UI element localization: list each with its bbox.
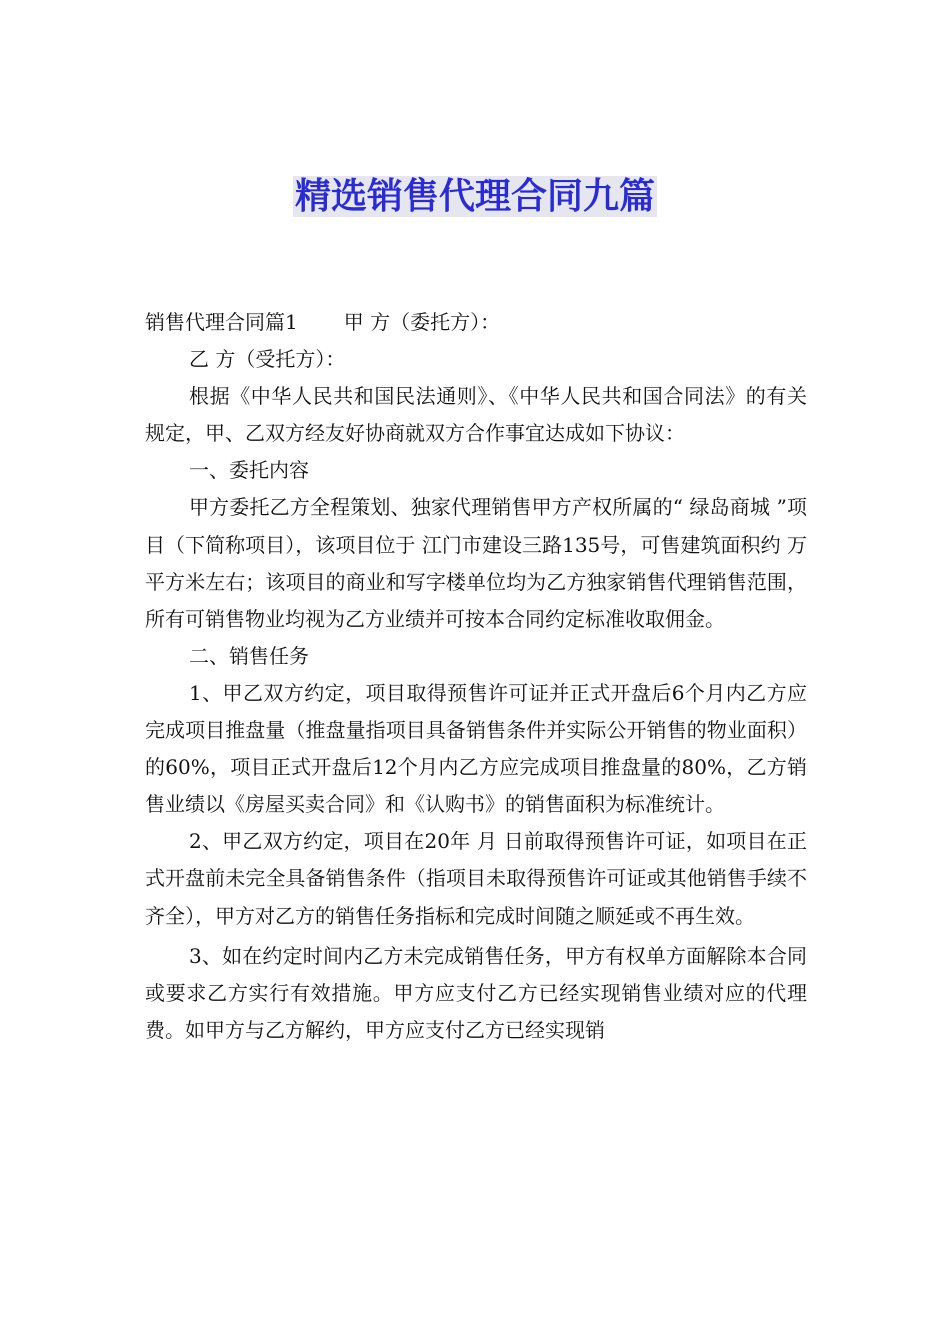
paragraph: 根据《中华人民共和国民法通则》、《中华人民共和国合同法》的有关规定，甲、乙双方经友好协商就双方合作事宜达成如下协议： (145, 384, 807, 446)
section-heading: 一、委托内容 (189, 458, 309, 483)
contract-heading: 销售代理合同篇1 (145, 310, 298, 334)
document-body (145, 304, 807, 1049)
first-line (145, 304, 807, 341)
section-heading: 二、销售任务 (189, 643, 309, 668)
document-title (0, 172, 950, 222)
document-title-text: 精选销售代理合同九篇 (294, 176, 655, 217)
paragraph: 2、甲乙双方约定，项目在20年 月 日前取得预售许可证，如项目在正式开盘前未完全具备销售条件（指项目未取得预售许可证或其他销售手续不齐全），甲方对乙方的销售任务指标和完成时间随之顺延或不再生效。 (145, 829, 807, 928)
party-b-line: 乙 方（受托方）： (189, 347, 346, 372)
paragraph: 3、如在约定时间内乙方未完成销售任务，甲方有权单方面解除本合同或要求乙方实行有效措施。甲方应支付乙方已经实现销售业绩对应的代理费。如甲方与乙方解约，甲方应支付乙方已经实现销 (145, 943, 807, 1042)
paragraph: 1、甲乙双方约定，项目取得预售许可证并正式开盘后6个月内乙方应完成项目推盘量（推盘量指项目具备销售条件并实际公开销售的物业面积）的60%，项目正式开盘后12个月内乙方应完成项目推盘量的80%，乙方销售业绩以《房屋买卖合同》和《认购书》的销售面积为标准统计。 (145, 680, 807, 817)
party-a-line: 甲 方（委托方）： (343, 310, 501, 334)
paragraph: 甲方委托乙方全程策划、独家代理销售甲方产权所属的“ 绿岛商城 ”项目（下简称项目），该项目位于 江门市建设三路135号，可售建筑面积约 万平方米左右；该项目的商业和写字楼单位均为乙方独家销售代理销售范围，所有可销售物业均视为乙方业绩并可按本合同约定标准收取佣金。 (145, 495, 807, 631)
